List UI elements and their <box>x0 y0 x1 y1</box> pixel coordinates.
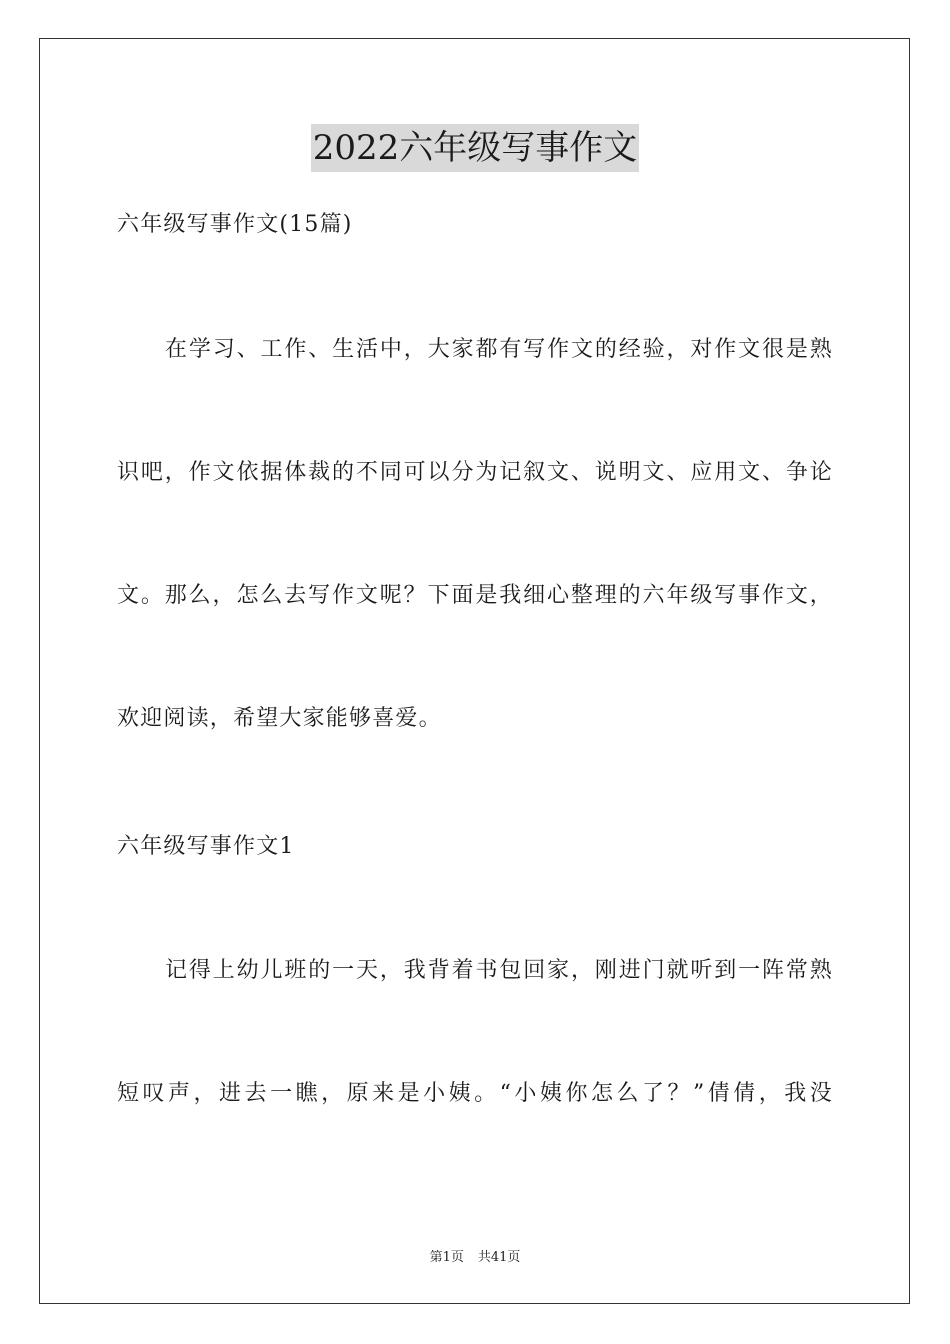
paragraph-line: 记得上幼儿班的一天，我背着书包回家，刚进门就听到一阵常熟 <box>165 958 833 983</box>
page-total: 共41页 <box>477 1250 521 1265</box>
paragraph-line: 识吧，作文依据体裁的不同可以分为记叙文、说明文、应用文、争论 <box>117 460 833 485</box>
section-heading: 六年级写事作文1 <box>117 834 295 859</box>
subtitle-line: 六年级写事作文(15篇) <box>117 212 353 237</box>
paragraph-line: 欢迎阅读，希望大家能够喜爱。 <box>117 706 442 731</box>
paragraph-line: 在学习、工作、生活中，大家都有写作文的经验，对作文很是熟 <box>165 337 833 362</box>
page-footer <box>0 1246 950 1265</box>
paragraph-line: 文。那么，怎么去写作文呢？下面是我细心整理的六年级写事作文， <box>117 583 833 608</box>
title-container <box>0 124 950 172</box>
page-number: 第1页 <box>429 1250 464 1265</box>
paragraph-line: 短叹声，进去一瞧，原来是小姨。“小姨你怎么了？”倩倩，我没 <box>117 1081 833 1106</box>
document-title: 2022六年级写事作文 <box>311 124 640 172</box>
